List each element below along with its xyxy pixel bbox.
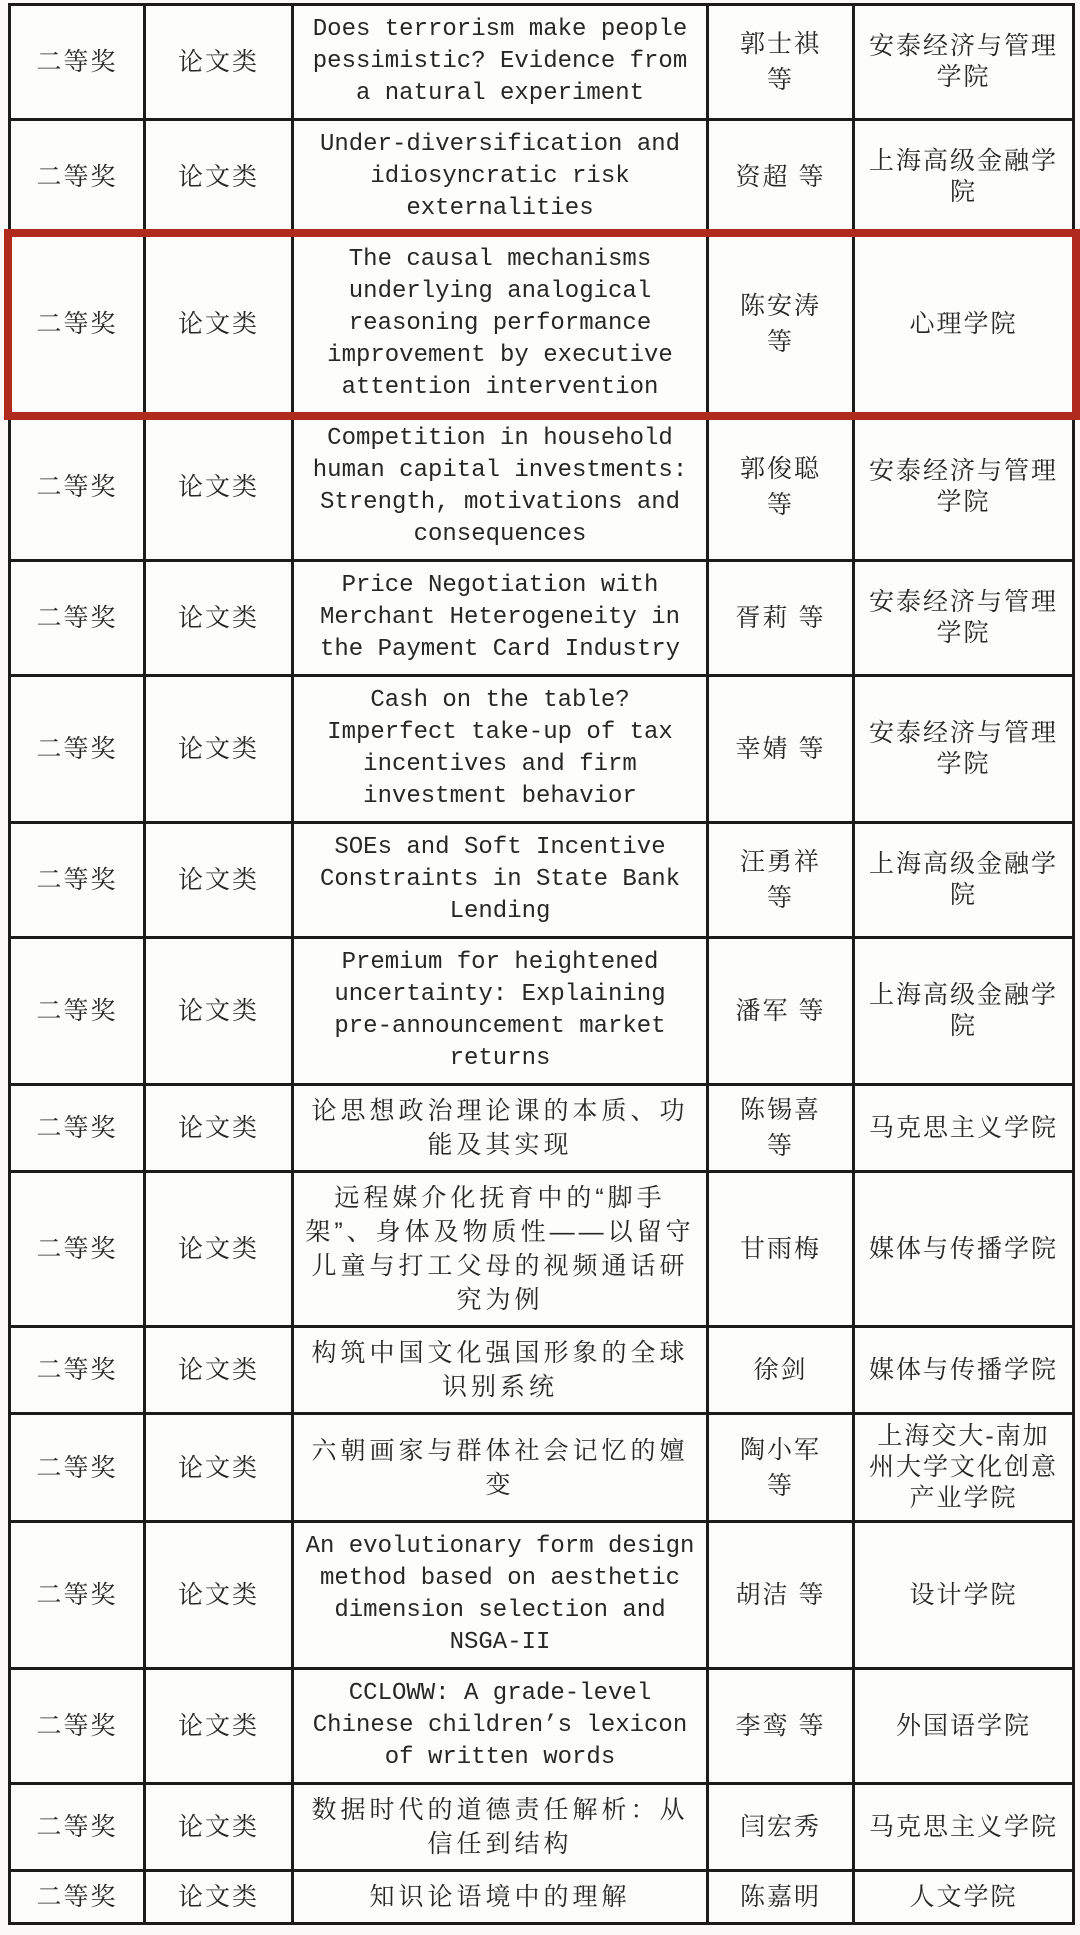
authors-cell: 资超 等 <box>708 120 854 235</box>
table-row <box>10 1327 1074 1414</box>
entry-category-cell: 论文类 <box>145 1085 293 1172</box>
award-level-cell: 二等奖 <box>10 1172 145 1327</box>
paper-title-cell: An evolutionary form design method based on aesthetic dimension selection and NSGA-II <box>293 1522 708 1669</box>
paper-title-cell: Competition in household human capital investments: Strength, motivations and consequences <box>293 414 708 561</box>
entry-category-cell: 论文类 <box>145 1669 293 1784</box>
entry-category-cell: 论文类 <box>145 1784 293 1871</box>
entry-category-cell: 论文类 <box>145 120 293 235</box>
authors-cell: 潘军 等 <box>708 938 854 1085</box>
award-level-cell: 二等奖 <box>10 1784 145 1871</box>
authors-cell: 陈锡喜 等 <box>708 1085 854 1172</box>
college-cell: 人文学院 <box>854 1871 1074 1924</box>
table-row <box>10 1172 1074 1327</box>
award-level-cell: 二等奖 <box>10 1871 145 1924</box>
college-cell: 安泰经济与管理学院 <box>854 676 1074 823</box>
paper-title-cell: 构筑中国文化强国形象的全球识别系统 <box>293 1327 708 1414</box>
paper-title-cell: 六朝画家与群体社会记忆的嬗变 <box>293 1414 708 1522</box>
college-cell: 外国语学院 <box>854 1669 1074 1784</box>
award-level-cell: 二等奖 <box>10 676 145 823</box>
authors-cell: 胡洁 等 <box>708 1522 854 1669</box>
entry-category-cell: 论文类 <box>145 938 293 1085</box>
entry-category-cell: 论文类 <box>145 823 293 938</box>
authors-cell: 闫宏秀 <box>708 1784 854 1871</box>
table-row <box>10 561 1074 676</box>
college-cell: 心理学院 <box>854 235 1074 414</box>
table-row <box>10 938 1074 1085</box>
awards-table-wrap <box>8 3 1072 1925</box>
paper-title-cell: CCLOWW: A grade-level Chinese children’s lexicon of written words <box>293 1669 708 1784</box>
award-level-cell: 二等奖 <box>10 823 145 938</box>
table-row <box>10 1085 1074 1172</box>
award-level-cell: 二等奖 <box>10 1414 145 1522</box>
college-cell: 媒体与传播学院 <box>854 1172 1074 1327</box>
authors-cell: 陈安涛 等 <box>708 235 854 414</box>
authors-cell: 李鸾 等 <box>708 1669 854 1784</box>
entry-category-cell: 论文类 <box>145 5 293 120</box>
college-cell: 马克思主义学院 <box>854 1085 1074 1172</box>
college-cell: 上海高级金融学院 <box>854 823 1074 938</box>
paper-title-cell: The causal mechanisms underlying analogical reasoning performance improvement by executive attention intervention <box>293 235 708 414</box>
college-cell: 设计学院 <box>854 1522 1074 1669</box>
award-level-cell: 二等奖 <box>10 1327 145 1414</box>
entry-category-cell: 论文类 <box>145 1327 293 1414</box>
award-level-cell: 二等奖 <box>10 1669 145 1784</box>
authors-cell: 郭士祺 等 <box>708 5 854 120</box>
paper-title-cell: Under-diversification and idiosyncratic risk externalities <box>293 120 708 235</box>
table-row <box>10 1414 1074 1522</box>
entry-category-cell: 论文类 <box>145 414 293 561</box>
table-row <box>10 1522 1074 1669</box>
paper-title-cell: 论思想政治理论课的本质、功能及其实现 <box>293 1085 708 1172</box>
table-row <box>10 676 1074 823</box>
authors-cell: 幸婧 等 <box>708 676 854 823</box>
authors-cell: 胥莉 等 <box>708 561 854 676</box>
table-row <box>10 414 1074 561</box>
college-cell: 安泰经济与管理学院 <box>854 561 1074 676</box>
college-cell: 上海高级金融学院 <box>854 938 1074 1085</box>
college-cell: 上海高级金融学院 <box>854 120 1074 235</box>
award-level-cell: 二等奖 <box>10 1085 145 1172</box>
entry-category-cell: 论文类 <box>145 1871 293 1924</box>
award-level-cell: 二等奖 <box>10 1522 145 1669</box>
authors-cell: 徐剑 <box>708 1327 854 1414</box>
paper-title-cell: SOEs and Soft Incentive Constraints in State Bank Lending <box>293 823 708 938</box>
entry-category-cell: 论文类 <box>145 1414 293 1522</box>
paper-title-cell: Price Negotiation with Merchant Heterogeneity in the Payment Card Industry <box>293 561 708 676</box>
college-cell: 安泰经济与管理学院 <box>854 5 1074 120</box>
award-level-cell: 二等奖 <box>10 120 145 235</box>
college-cell: 上海交大-南加州大学文化创意产业学院 <box>854 1414 1074 1522</box>
table-row <box>10 1871 1074 1924</box>
table-row <box>10 5 1074 120</box>
awards-table-body <box>10 5 1074 1924</box>
college-cell: 安泰经济与管理学院 <box>854 414 1074 561</box>
paper-title-cell: 远程媒介化抚育中的“脚手架”、身体及物质性——以留守儿童与打工父母的视频通话研究为例 <box>293 1172 708 1327</box>
table-row <box>10 120 1074 235</box>
college-cell: 媒体与传播学院 <box>854 1327 1074 1414</box>
authors-cell: 汪勇祥 等 <box>708 823 854 938</box>
entry-category-cell: 论文类 <box>145 1172 293 1327</box>
table-row <box>10 1669 1074 1784</box>
entry-category-cell: 论文类 <box>145 561 293 676</box>
authors-cell: 郭俊聪 等 <box>708 414 854 561</box>
paper-title-cell: Premium for heightened uncertainty: Explaining pre-announcement market returns <box>293 938 708 1085</box>
authors-cell: 陈嘉明 <box>708 1871 854 1924</box>
authors-cell: 陶小军 等 <box>708 1414 854 1522</box>
award-level-cell: 二等奖 <box>10 938 145 1085</box>
table-row <box>10 823 1074 938</box>
entry-category-cell: 论文类 <box>145 1522 293 1669</box>
award-level-cell: 二等奖 <box>10 414 145 561</box>
paper-title-cell: Does terrorism make people pessimistic? Evidence from a natural experiment <box>293 5 708 120</box>
entry-category-cell: 论文类 <box>145 235 293 414</box>
authors-cell: 甘雨梅 <box>708 1172 854 1327</box>
table-row <box>10 235 1074 414</box>
table-row <box>10 1784 1074 1871</box>
award-level-cell: 二等奖 <box>10 5 145 120</box>
entry-category-cell: 论文类 <box>145 676 293 823</box>
paper-title-cell: 数据时代的道德责任解析：从信任到结构 <box>293 1784 708 1871</box>
paper-title-cell: 知识论语境中的理解 <box>293 1871 708 1924</box>
paper-title-cell: Cash on the table? Imperfect take-up of tax incentives and firm investment behavior <box>293 676 708 823</box>
award-level-cell: 二等奖 <box>10 561 145 676</box>
award-level-cell: 二等奖 <box>10 235 145 414</box>
awards-table <box>8 3 1075 1925</box>
college-cell: 马克思主义学院 <box>854 1784 1074 1871</box>
